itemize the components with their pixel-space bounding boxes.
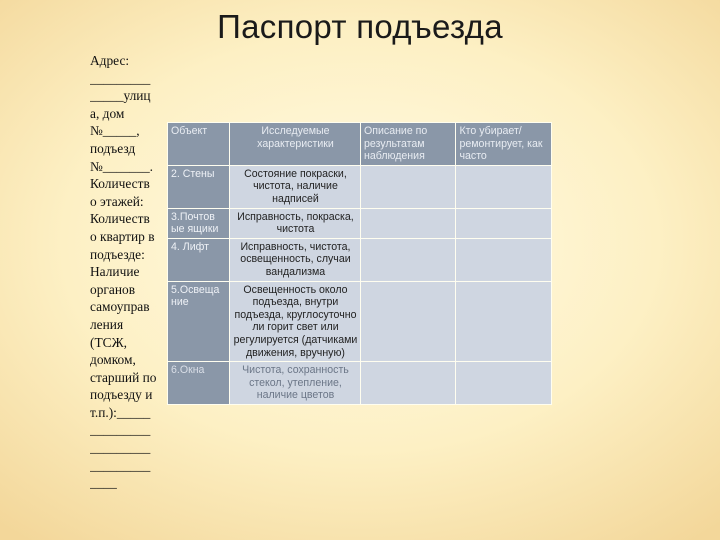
row-who-cell[interactable] <box>456 165 552 208</box>
header-object: Объект <box>168 123 230 166</box>
row-description-cell[interactable] <box>361 362 456 405</box>
table-header-row <box>168 123 552 166</box>
row-who-cell[interactable] <box>456 281 552 362</box>
address-form-text: Адрес: _________ _____улиц а, дом №_____, подъезд №_______. Количеств о этажей: Количеств о квартир в подъезде: Наличие органов самоуправ ления (ТСЖ, домком, старший по подъезду и т.п.):_____ _________ _________ _________ ____ <box>90 53 157 491</box>
header-characteristics: Исследуемые характеристики <box>229 123 360 166</box>
row-description-cell[interactable] <box>361 281 456 362</box>
row-object: 3.Почтов ые ящики <box>168 208 230 238</box>
row-characteristics: Исправность, покраска, чистота <box>229 208 360 238</box>
row-object: 4. Лифт <box>168 238 230 281</box>
table-row <box>168 165 552 208</box>
row-characteristics: Чистота, сохранность стекол, утепление, наличие цветов <box>229 362 360 405</box>
row-who-cell[interactable] <box>456 362 552 405</box>
row-characteristics: Освещенность около подъезда, внутри подъезда, круглосуточно ли горит свет или регулируется (датчиками движения, вручную) <box>229 281 360 362</box>
row-object: 5.Освеща ние <box>168 281 230 362</box>
table-row <box>168 281 552 362</box>
row-description-cell[interactable] <box>361 208 456 238</box>
table-row <box>168 362 552 405</box>
row-characteristics: Исправность, чистота, освещенность, случаи вандализма <box>229 238 360 281</box>
row-object: 6.Окна <box>168 362 230 405</box>
row-description-cell[interactable] <box>361 238 456 281</box>
row-object: 2. Стены <box>168 165 230 208</box>
row-who-cell[interactable] <box>456 238 552 281</box>
row-who-cell[interactable] <box>456 208 552 238</box>
header-who: Кто убирает/ ремонтирует, как часто <box>456 123 552 166</box>
page-title: Паспорт подъезда <box>217 8 503 45</box>
passport-table <box>167 122 552 405</box>
table-row <box>168 208 552 238</box>
header-description: Описание по результатам наблюдения <box>361 123 456 166</box>
row-description-cell[interactable] <box>361 165 456 208</box>
table-row <box>168 238 552 281</box>
row-characteristics: Состояние покраски, чистота, наличие надписей <box>229 165 360 208</box>
